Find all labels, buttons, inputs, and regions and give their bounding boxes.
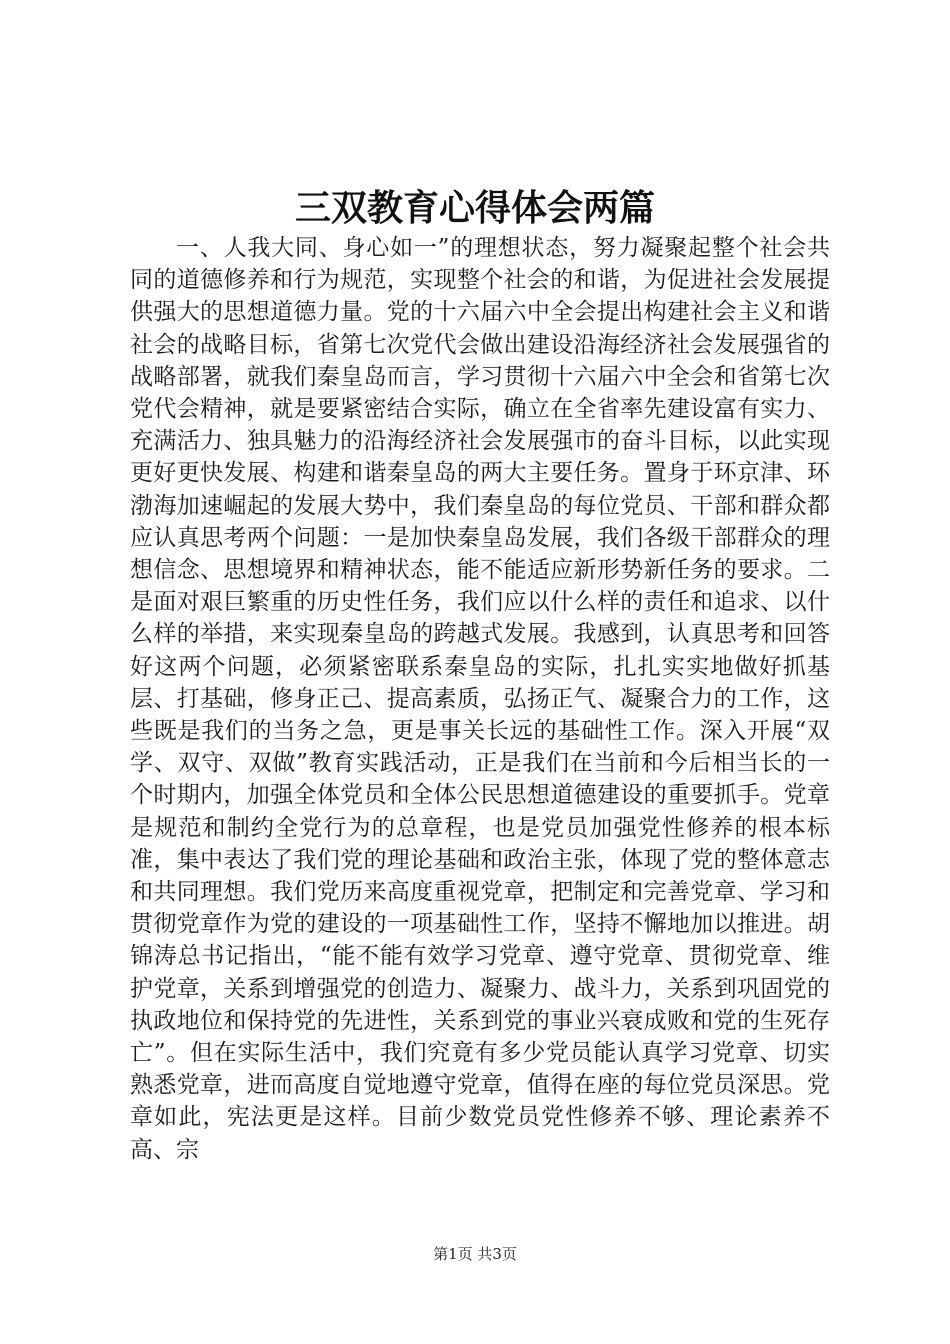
body-paragraph: 一、人我大同、身心如一”的理想状态，努力凝聚起整个社会共同的道德修养和行为规范，实现整个社会的和谐，为促进社会发展提供强大的思想道德力量。党的十六届六中全会提出构建社会主义和谐社会的战略目标，省第七次党代会做出建设沿海经济社会发展强省的战略部署，就我们秦皇岛而言，学习贯彻十六届六中全会和省第七次党代会精神，就是要紧密结合实际，确立在全省率先建设富有实力、充满活力、独具魅力的沿海经济社会发展强市的奋斗目标，以此实现更好更快发展、构建和谐秦皇岛的两大主要任务。置身于环京津、环渤海加速崛起的发展大势中，我们秦皇岛的每位党员、干部和群众都应认真思考两个问题：一是加快秦皇岛发展，我们各级干部群众的理想信念、思想境界和精神状态，能不能适应新形势新任务的要求。二是面对艰巨繁重的历史性任务，我们应以什么样的责任和追求、以什么样的举措，来实现秦皇岛的跨越式发展。我感到，认真思考和回答好这两个问题，必须紧密联系秦皇岛的实际，扎扎实实地做好抓基层、打基础，修身正己、提高素质，弘扬正气、凝聚合力的工作，这些既是我们的当务之急，更是事关长远的基础性工作。深入开展“双学、双守、双做”教育实践活动，正是我们在当前和今后相当长的一个时期内，加强全体党员和全体公民思想道德建设的重要抓手。党章是规范和制约全党行为的总章程，也是党员加强党性修养的根本标准，集中表达了我们党的理论基础和政治主张，体现了党的整体意志和共同理想。我们党历来高度重视党章，把制定和完善党章、学习和贯彻党章作为党的建设的一项基础性工作，坚持不懈地加以推进。胡锦涛总书记指出，“能不能有效学习党章、遵守党章、贯彻党章、维护党章，关系到增强党的创造力、凝聚力、战斗力，关系到巩固党的执政地位和保持党的先进性，关系到党的事业兴衰成败和党的生死存亡”。但在实际生活中，我们究竟有多少党员能认真学习党章、切实熟悉党章，进而高度自觉地遵守党章，值得在座的每位党员深思。党章如此，宪法更是这样。目前少数党员党性修养不够、理论素养不高、宗 bbox=[130, 235, 830, 1163]
page-number-footer: 第1页 共3页 bbox=[433, 1245, 517, 1263]
document-title: 三双教育心得体会两篇 bbox=[294, 187, 655, 229]
